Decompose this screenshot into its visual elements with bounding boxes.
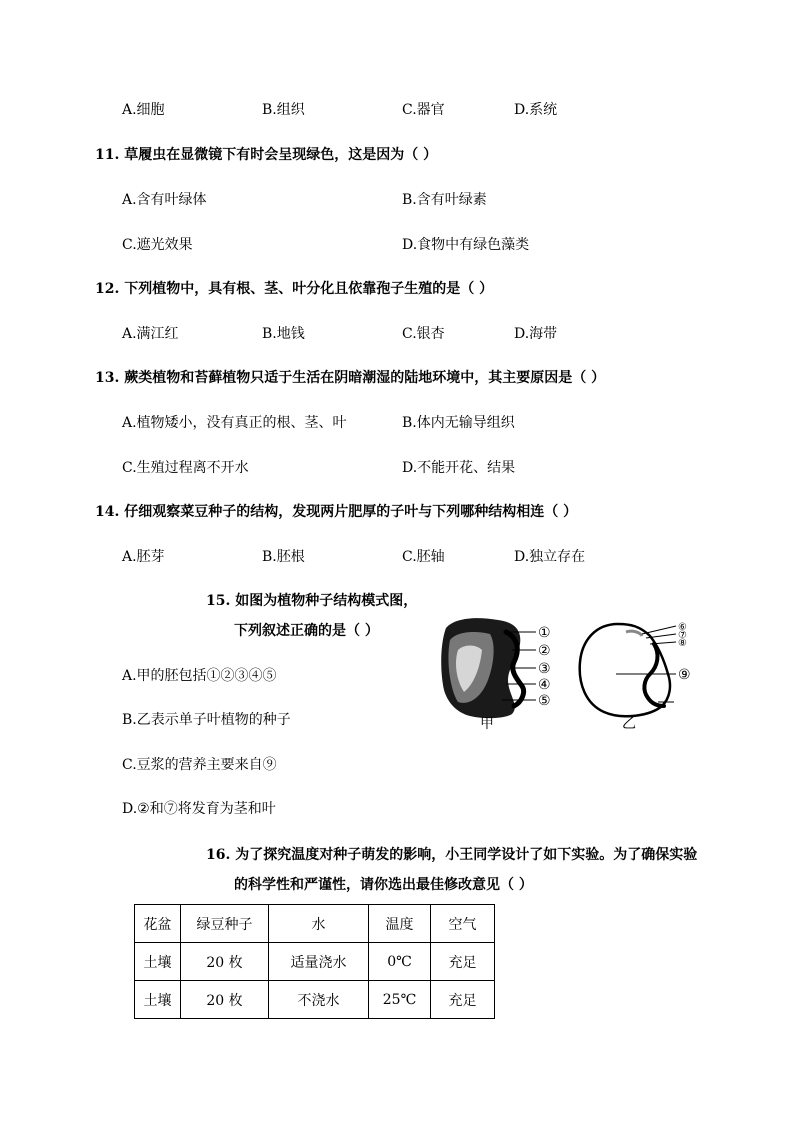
- q12-option-c: C.银杏: [402, 326, 445, 342]
- q12-option-a: A.满江红: [122, 326, 179, 342]
- q14-option-a: A.胚芽: [122, 549, 165, 565]
- marker-4: ④: [538, 677, 551, 693]
- q14-option-d: D.独立存在: [514, 549, 586, 565]
- table-cell: 25℃: [369, 981, 431, 1019]
- table-cell: 充足: [431, 943, 495, 981]
- table-header-cell: 空气: [431, 905, 495, 943]
- q15-option-a: A.甲的胚包括①②③④⑤: [122, 668, 277, 684]
- marker-5: ⑤: [538, 693, 551, 709]
- label-jia: 甲: [480, 716, 494, 732]
- table-header-cell: 水: [269, 905, 369, 943]
- table-row: [135, 981, 495, 1019]
- table-cell: 土壤: [135, 981, 181, 1019]
- q16-stem-line2: 的科学性和严谨性，请你选出最佳修改意见（ ）: [234, 877, 533, 893]
- q12-stem: 12. 下列植物中，具有根、茎、叶分化且依靠孢子生殖的是（ ）: [95, 281, 494, 297]
- table-header-cell: 绿豆种子: [181, 905, 269, 943]
- table-cell: 充足: [431, 981, 495, 1019]
- marker-6: ⑥: [678, 622, 687, 633]
- seed-yi-diagram: [580, 622, 691, 732]
- table-cell: 适量浇水: [269, 943, 369, 981]
- table-cell: 20 枚: [181, 981, 269, 1019]
- table-header-cell: 温度: [369, 905, 431, 943]
- seed-structure-figure: [436, 610, 706, 740]
- table-row: [135, 943, 495, 981]
- q12-option-b: B.地钱: [262, 326, 305, 342]
- q11-stem: 11. 草履虫在显微镜下有时会呈现绿色，这是因为（ ）: [95, 147, 438, 163]
- q14-stem: 14. 仔细观察菜豆种子的结构，发现两片肥厚的子叶与下列哪种结构相连（ ）: [95, 504, 578, 520]
- table-header-row: [135, 905, 495, 943]
- q13-option-d: D.不能开花、结果: [402, 460, 516, 476]
- q11-option-c: C.遮光效果: [122, 237, 193, 253]
- table-cell: 20 枚: [181, 943, 269, 981]
- table-cell: 不浇水: [269, 981, 369, 1019]
- q16-stem-line1: 16. 为了探究温度对种子萌发的影响，小王同学设计了如下实验。为了确保实验: [206, 847, 698, 863]
- marker-2: ②: [538, 643, 551, 659]
- q15-stem-line1: 15. 如图为植物种子结构模式图，: [206, 593, 418, 609]
- q14-option-c: C.胚轴: [402, 549, 445, 565]
- marker-9: ⑨: [678, 667, 691, 683]
- marker-1: ①: [538, 625, 551, 641]
- q15-stem-line2: 下列叙述正确的是（ ）: [234, 623, 379, 639]
- q10-option-d: D.系统: [514, 102, 558, 118]
- q15-option-d: D.②和⑦将发育为茎和叶: [122, 801, 276, 817]
- q10-option-c: C.器官: [402, 102, 445, 118]
- q13-option-a: A.植物矮小，没有真正的根、茎、叶: [122, 415, 347, 431]
- q10-option-b: B.组织: [262, 102, 305, 118]
- experiment-table: [134, 904, 495, 1019]
- table-header-cell: 花盆: [135, 905, 181, 943]
- marker-7: ⑦: [678, 630, 687, 641]
- q10-option-a: A.细胞: [122, 102, 165, 118]
- q15-option-b: B.乙表示单子叶植物的种子: [122, 712, 291, 728]
- q13-option-c: C.生殖过程离不开水: [122, 460, 249, 476]
- q11-option-b: B.含有叶绿素: [402, 192, 487, 208]
- table-cell: 土壤: [135, 943, 181, 981]
- seed-jia-diagram: [441, 618, 550, 732]
- table-cell: 0℃: [369, 943, 431, 981]
- label-yi: 乙: [622, 716, 636, 732]
- q15-option-c: C.豆浆的营养主要来自⑨: [122, 757, 277, 773]
- marker-8: ⑧: [678, 638, 687, 649]
- q11-option-a: A.含有叶绿体: [122, 192, 207, 208]
- q13-stem: 13. 蕨类植物和苔藓植物只适于生活在阴暗潮湿的陆地环境中，其主要原因是（ ）: [95, 370, 606, 386]
- q12-option-d: D.海带: [514, 326, 558, 342]
- marker-3: ③: [538, 661, 551, 677]
- q14-option-b: B.胚根: [262, 549, 305, 565]
- q13-option-b: B.体内无输导组织: [402, 415, 515, 431]
- q11-option-d: D.食物中有绿色藻类: [402, 237, 530, 253]
